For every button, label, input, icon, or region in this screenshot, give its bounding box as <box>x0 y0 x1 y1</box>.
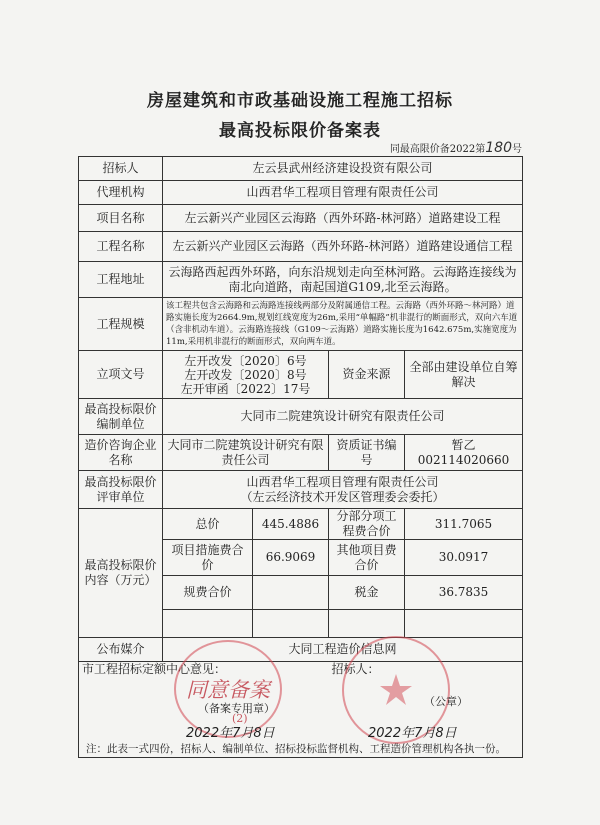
blank-cell <box>253 610 329 638</box>
address-value: 云海路西起西外环路，向东沿规划走向至林河路。云海路连接线为南北向道路，南起国道G109,北至云海路。 <box>163 262 523 298</box>
approval-doc: 左开改发〔2020〕8号 <box>184 367 307 382</box>
consult-value: 大同市二院建筑设计研究有限责任公司 <box>163 435 329 471</box>
official-seal-label: （公章） <box>424 695 468 708</box>
bidder-label: 招标人 <box>79 157 163 181</box>
bidder-value: 左云县武州经济建设投资有限公司 <box>163 157 523 181</box>
tax-label: 税金 <box>329 576 405 610</box>
reviewer-name: 山西君华工程项目管理有限责任公司 <box>246 474 439 489</box>
publish-label: 公布媒介 <box>79 638 163 662</box>
filing-table <box>78 156 523 758</box>
total-price-value: 445.4886 <box>253 509 329 540</box>
approval-doc: 左开审函〔2022〕17号 <box>180 381 311 396</box>
measure-value: 66.9069 <box>253 540 329 576</box>
cert-label: 资质证书编号 <box>329 435 405 471</box>
tax-value: 36.7835 <box>405 576 523 610</box>
footer-note: 注：此表一式四份，招标人、编制单位、招标投标监督机构、工程造价管理机构各执一份。 <box>86 743 506 755</box>
compiler-value: 大同市二院建筑设计研究有限责任公司 <box>163 399 523 435</box>
measure-label: 项目措施费合价 <box>163 540 253 576</box>
scale-label: 工程规模 <box>79 298 163 351</box>
record-number-prefix: 同最高限价备2022第 <box>389 144 486 155</box>
consult-label: 造价咨询企业名称 <box>79 435 163 471</box>
fund-source-label: 资金来源 <box>329 351 405 399</box>
subitem-label: 分部分项工程费合价 <box>329 509 405 540</box>
filing-seal-number: (2) <box>232 712 248 725</box>
document-subtitle: 最高投标限价备案表 <box>219 121 381 141</box>
fee-label: 规费合价 <box>163 576 253 610</box>
reviewer-note: （左云经济技术开发区管理委会委托） <box>240 489 445 504</box>
other-label: 其他项目费合价 <box>329 540 405 576</box>
total-price-label: 总价 <box>163 509 253 540</box>
project-name-label: 项目名称 <box>79 205 163 232</box>
agency-value: 山西君华工程项目管理有限责任公司 <box>163 181 523 205</box>
bidder-sign-date: 2022年7月8日 <box>368 726 457 741</box>
record-number <box>390 140 522 156</box>
filing-seal-handwriting: 同意备案 <box>186 678 270 702</box>
address-label: 工程地址 <box>79 262 163 298</box>
fund-source-value: 全部由建设单位自筹解决 <box>405 351 523 399</box>
scale-value: 该工程共包含云海路和云海路连接线两部分及附属通信工程。云海路（西外环路～林河路）道路实施长度为2664.9m,规划红线宽度为26m,采用“单幅路”机非混行的断面形式，双向六车道（含非机动车道）。云海路连接线（G109～云海路）道路实施长度为1642.675m,实施宽度为11m,采用机非混行的断面形式，双向两车道。 <box>163 298 523 351</box>
limit-label: 最高投标限价内容（万元） <box>79 509 163 638</box>
filing-seal-label: （备案专用章） <box>198 702 275 715</box>
record-number-handwritten: 180 <box>485 140 512 156</box>
cert-value: 暂乙002114020660 <box>405 435 523 471</box>
document-title: 房屋建筑和市政基础设施工程施工招标 <box>147 91 453 111</box>
approval-doc: 左开改发〔2020〕6号 <box>184 353 307 368</box>
agency-label: 代理机构 <box>79 181 163 205</box>
reviewer-label: 最高投标限价评审单位 <box>79 471 163 509</box>
bidder-sign-label: 招标人： <box>331 662 380 676</box>
reviewer-value <box>163 471 523 509</box>
blank-cell <box>163 610 253 638</box>
center-opinion-label: 市工程招标定额中心意见： <box>82 662 227 676</box>
blank-cell <box>405 610 523 638</box>
fee-value <box>253 576 329 610</box>
other-value: 30.0917 <box>405 540 523 576</box>
center-sign-date: 2022年7月8日 <box>186 726 275 741</box>
work-name-label: 工程名称 <box>79 232 163 262</box>
publish-value: 大同工程造价信息网 <box>163 638 523 662</box>
project-name-value: 左云新兴产业园区云海路（西外环路-林河路）道路建设工程 <box>163 205 523 232</box>
subitem-value: 311.7065 <box>405 509 523 540</box>
compiler-label: 最高投标限价编制单位 <box>79 399 163 435</box>
blank-cell <box>329 610 405 638</box>
record-number-suffix: 号 <box>512 144 522 155</box>
approval-docs <box>163 351 329 399</box>
approval-label: 立项文号 <box>79 351 163 399</box>
work-name-value: 左云新兴产业园区云海路（西外环路-林河路）道路建设通信工程 <box>163 232 523 262</box>
